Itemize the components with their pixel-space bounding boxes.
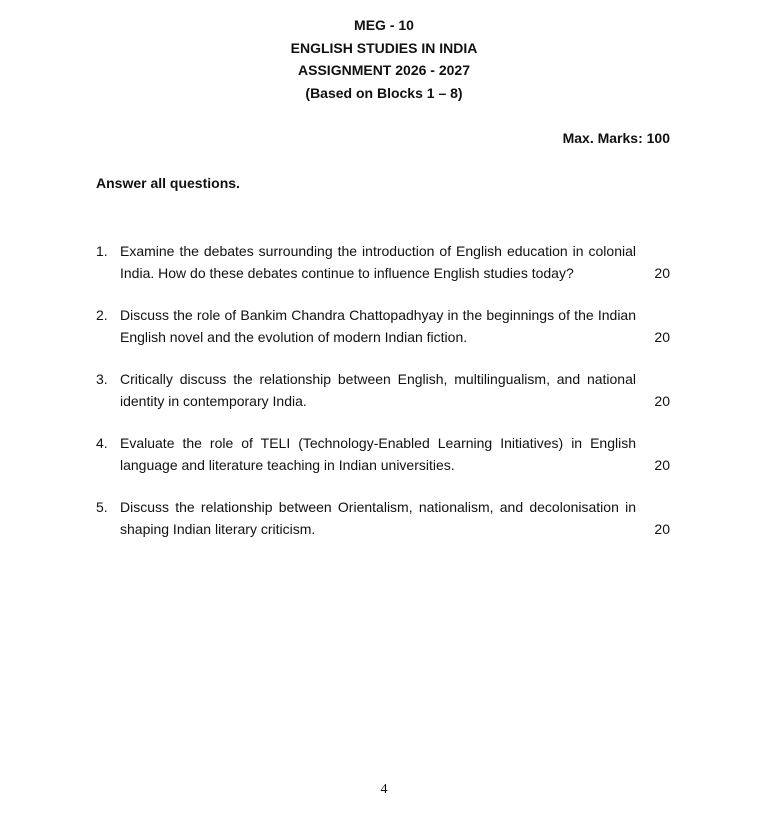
question-marks: 20 xyxy=(654,457,670,473)
question-text: Examine the debates surrounding the introduction of English education in colonial India. How do these debates continue to influence English studies today? xyxy=(120,243,636,281)
question-number: 5. xyxy=(96,499,108,515)
course-title: ENGLISH STUDIES IN INDIA xyxy=(290,39,478,56)
question-marks: 20 xyxy=(654,265,670,281)
question-number: 2. xyxy=(96,307,108,323)
question-item xyxy=(96,368,670,412)
question-text: Critically discuss the relationship between English, multilingualism, and national identity in contemporary India. xyxy=(120,371,636,409)
question-list xyxy=(96,240,670,560)
question-marks: 20 xyxy=(654,393,670,409)
assignment-title: ASSIGNMENT 2026 - 2027 xyxy=(298,62,470,78)
question-marks: 20 xyxy=(654,521,670,537)
question-text: Discuss the relationship between Orientalism, nationalism, and decolonisation in shaping Indian literary criticism. xyxy=(120,499,636,537)
question-item xyxy=(96,304,670,348)
instruction: Answer all questions. xyxy=(96,175,240,191)
question-text: Evaluate the role of TELI (Technology-Enabled Learning Initiatives) in English language and literature teaching in Indian universities. xyxy=(120,435,636,473)
question-marks: 20 xyxy=(654,329,670,345)
max-marks: Max. Marks: 100 xyxy=(562,130,670,146)
question-item xyxy=(96,496,670,540)
blocks-note: (Based on Blocks 1 – 8) xyxy=(305,84,463,101)
question-number: 4. xyxy=(96,435,108,451)
page-number: 4 xyxy=(380,782,388,797)
document-header xyxy=(0,14,768,104)
question-item xyxy=(96,432,670,476)
question-item xyxy=(96,240,670,284)
question-number: 1. xyxy=(96,243,108,259)
course-code: MEG - 10 xyxy=(354,17,414,33)
question-text: Discuss the role of Bankim Chandra Chattopadhyay in the beginnings of the Indian English novel and the evolution of modern Indian fiction. xyxy=(120,307,636,345)
question-number: 3. xyxy=(96,371,108,387)
